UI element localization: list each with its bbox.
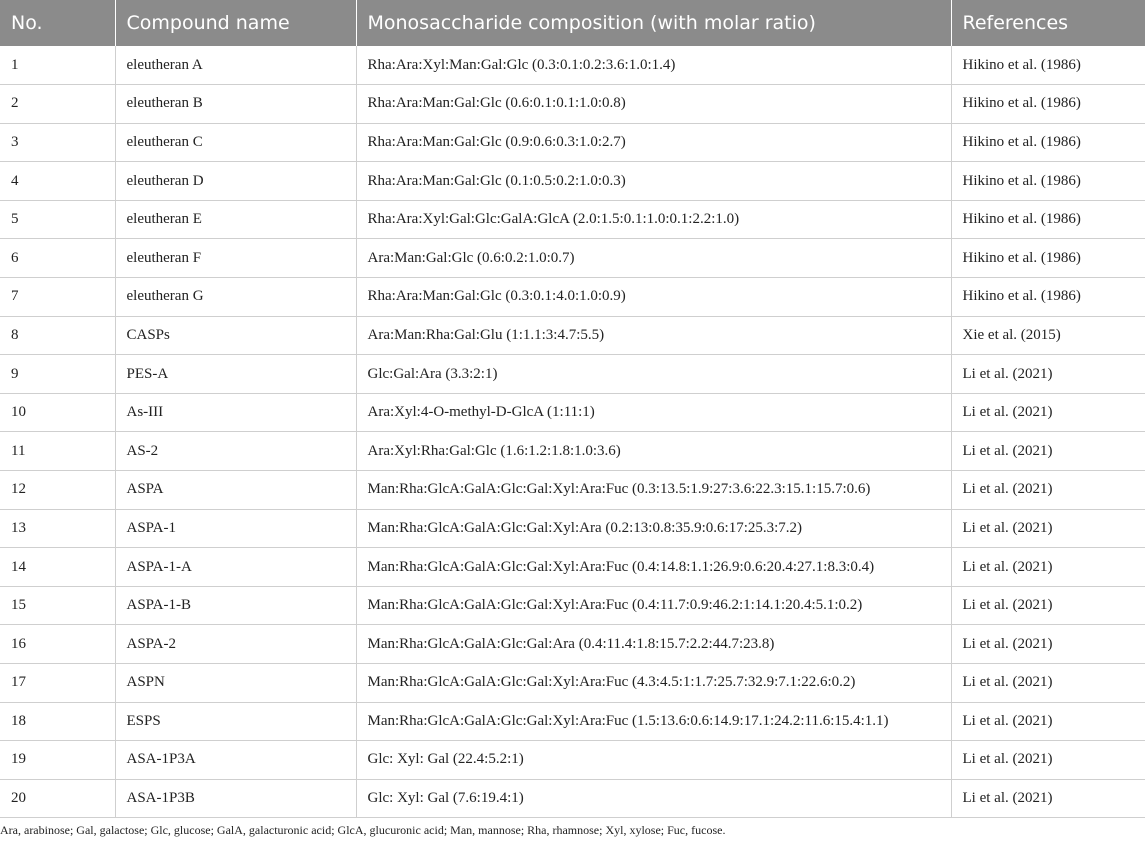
- cell-composition: Man:Rha:GlcA:GalA:Glc:Gal:Xyl:Ara:Fuc (4.3:4.5:1:1.7:25.7:32.9:7.1:22.6:0.2): [356, 664, 951, 703]
- table-row: [0, 509, 1145, 548]
- cell-compound-name: eleutheran D: [115, 162, 356, 201]
- cell-composition: Man:Rha:GlcA:GalA:Glc:Gal:Ara (0.4:11.4:1.8:15.7:2.2:44.7:23.8): [356, 625, 951, 664]
- cell-no: 20: [0, 779, 115, 818]
- cell-reference: Li et al. (2021): [951, 393, 1145, 432]
- cell-compound-name: AS-2: [115, 432, 356, 471]
- cell-composition: Rha:Ara:Man:Gal:Glc (0.9:0.6:0.3:1.0:2.7): [356, 123, 951, 162]
- cell-compound-name: eleutheran E: [115, 200, 356, 239]
- cell-compound-name: ASPA: [115, 471, 356, 510]
- cell-composition: Ara:Xyl:Rha:Gal:Glc (1.6:1.2:1.8:1.0:3.6): [356, 432, 951, 471]
- cell-composition: Ara:Xyl:4-O-methyl-D-GlcA (1:11:1): [356, 393, 951, 432]
- cell-reference: Hikino et al. (1986): [951, 239, 1145, 278]
- cell-reference: Li et al. (2021): [951, 509, 1145, 548]
- cell-reference: Hikino et al. (1986): [951, 123, 1145, 162]
- table-row: [0, 664, 1145, 703]
- cell-reference: Li et al. (2021): [951, 355, 1145, 394]
- header-composition: Monosaccharide composition (with molar ratio): [356, 0, 951, 46]
- cell-no: 4: [0, 162, 115, 201]
- cell-no: 1: [0, 46, 115, 85]
- cell-no: 14: [0, 548, 115, 587]
- cell-composition: Glc:Gal:Ara (3.3:2:1): [356, 355, 951, 394]
- cell-no: 16: [0, 625, 115, 664]
- header-no: No.: [0, 0, 115, 46]
- cell-reference: Hikino et al. (1986): [951, 278, 1145, 317]
- header-references: References: [951, 0, 1145, 46]
- cell-compound-name: ASA-1P3B: [115, 779, 356, 818]
- cell-compound-name: ESPS: [115, 702, 356, 741]
- header-row: [0, 0, 1145, 46]
- cell-no: 5: [0, 200, 115, 239]
- cell-compound-name: eleutheran B: [115, 85, 356, 124]
- cell-compound-name: ASPN: [115, 664, 356, 703]
- cell-no: 15: [0, 586, 115, 625]
- cell-composition: Ara:Man:Rha:Gal:Glu (1:1.1:3:4.7:5.5): [356, 316, 951, 355]
- cell-composition: Ara:Man:Gal:Glc (0.6:0.2:1.0:0.7): [356, 239, 951, 278]
- cell-no: 18: [0, 702, 115, 741]
- table-row: [0, 46, 1145, 85]
- cell-composition: Rha:Ara:Xyl:Man:Gal:Glc (0.3:0.1:0.2:3.6:1.0:1.4): [356, 46, 951, 85]
- cell-reference: Li et al. (2021): [951, 471, 1145, 510]
- cell-reference: Li et al. (2021): [951, 702, 1145, 741]
- table-footnote: Ara, arabinose; Gal, galactose; Glc, glucose; GalA, galacturonic acid; GlcA, glucuronic acid; Man, mannose; Rha, rhamnose; Xyl, xylose; Fuc, fucose.: [0, 823, 726, 837]
- table-row: [0, 239, 1145, 278]
- cell-reference: Li et al. (2021): [951, 625, 1145, 664]
- table-row: [0, 548, 1145, 587]
- cell-reference: Li et al. (2021): [951, 779, 1145, 818]
- cell-composition: Glc: Xyl: Gal (22.4:5.2:1): [356, 741, 951, 780]
- cell-no: 13: [0, 509, 115, 548]
- cell-no: 3: [0, 123, 115, 162]
- cell-reference: Hikino et al. (1986): [951, 162, 1145, 201]
- cell-compound-name: ASPA-1-A: [115, 548, 356, 587]
- cell-compound-name: ASPA-1: [115, 509, 356, 548]
- table-row: [0, 471, 1145, 510]
- cell-reference: Li et al. (2021): [951, 548, 1145, 587]
- table-row: [0, 393, 1145, 432]
- table-row: [0, 278, 1145, 317]
- cell-composition: Rha:Ara:Man:Gal:Glc (0.3:0.1:4.0:1.0:0.9): [356, 278, 951, 317]
- table-row: [0, 779, 1145, 818]
- cell-composition: Man:Rha:GlcA:GalA:Glc:Gal:Xyl:Ara:Fuc (1.5:13.6:0.6:14.9:17.1:24.2:11.6:15.4:1.1): [356, 702, 951, 741]
- cell-compound-name: ASA-1P3A: [115, 741, 356, 780]
- cell-reference: Hikino et al. (1986): [951, 46, 1145, 85]
- cell-compound-name: eleutheran C: [115, 123, 356, 162]
- cell-reference: Xie et al. (2015): [951, 316, 1145, 355]
- cell-compound-name: eleutheran G: [115, 278, 356, 317]
- cell-composition: Rha:Ara:Xyl:Gal:Glc:GalA:GlcA (2.0:1.5:0.1:1.0:0.1:2.2:1.0): [356, 200, 951, 239]
- cell-composition: Man:Rha:GlcA:GalA:Glc:Gal:Xyl:Ara:Fuc (0.4:11.7:0.9:46.2:1:14.1:20.4:5.1:0.2): [356, 586, 951, 625]
- cell-reference: Li et al. (2021): [951, 664, 1145, 703]
- cell-composition: Rha:Ara:Man:Gal:Glc (0.1:0.5:0.2:1.0:0.3): [356, 162, 951, 201]
- cell-reference: Li et al. (2021): [951, 741, 1145, 780]
- table-row: [0, 625, 1145, 664]
- cell-composition: Glc: Xyl: Gal (7.6:19.4:1): [356, 779, 951, 818]
- cell-no: 17: [0, 664, 115, 703]
- cell-compound-name: ASPA-2: [115, 625, 356, 664]
- cell-no: 8: [0, 316, 115, 355]
- cell-no: 10: [0, 393, 115, 432]
- cell-composition: Rha:Ara:Man:Gal:Glc (0.6:0.1:0.1:1.0:0.8): [356, 85, 951, 124]
- cell-no: 6: [0, 239, 115, 278]
- cell-composition: Man:Rha:GlcA:GalA:Glc:Gal:Xyl:Ara:Fuc (0.3:13.5:1.9:27:3.6:22.3:15.1:15.7:0.6): [356, 471, 951, 510]
- table-row: [0, 162, 1145, 201]
- cell-reference: Hikino et al. (1986): [951, 85, 1145, 124]
- table-row: [0, 741, 1145, 780]
- table-row: [0, 123, 1145, 162]
- table-body: [0, 46, 1145, 818]
- cell-compound-name: ASPA-1-B: [115, 586, 356, 625]
- table-row: [0, 432, 1145, 471]
- table-row: [0, 200, 1145, 239]
- cell-compound-name: CASPs: [115, 316, 356, 355]
- cell-reference: Hikino et al. (1986): [951, 200, 1145, 239]
- cell-compound-name: eleutheran A: [115, 46, 356, 85]
- table-row: [0, 85, 1145, 124]
- cell-compound-name: PES-A: [115, 355, 356, 394]
- cell-no: 2: [0, 85, 115, 124]
- table-row: [0, 702, 1145, 741]
- table-row: [0, 355, 1145, 394]
- table-row: [0, 586, 1145, 625]
- table-row: [0, 316, 1145, 355]
- cell-no: 7: [0, 278, 115, 317]
- cell-no: 11: [0, 432, 115, 471]
- header-compound-name: Compound name: [115, 0, 356, 46]
- cell-reference: Li et al. (2021): [951, 586, 1145, 625]
- cell-no: 19: [0, 741, 115, 780]
- cell-composition: Man:Rha:GlcA:GalA:Glc:Gal:Xyl:Ara (0.2:13:0.8:35.9:0.6:17:25.3:7.2): [356, 509, 951, 548]
- cell-compound-name: eleutheran F: [115, 239, 356, 278]
- table-header: [0, 0, 1145, 46]
- cell-no: 9: [0, 355, 115, 394]
- cell-reference: Li et al. (2021): [951, 432, 1145, 471]
- cell-no: 12: [0, 471, 115, 510]
- cell-compound-name: As-III: [115, 393, 356, 432]
- cell-composition: Man:Rha:GlcA:GalA:Glc:Gal:Xyl:Ara:Fuc (0.4:14.8:1.1:26.9:0.6:20.4:27.1:8.3:0.4): [356, 548, 951, 587]
